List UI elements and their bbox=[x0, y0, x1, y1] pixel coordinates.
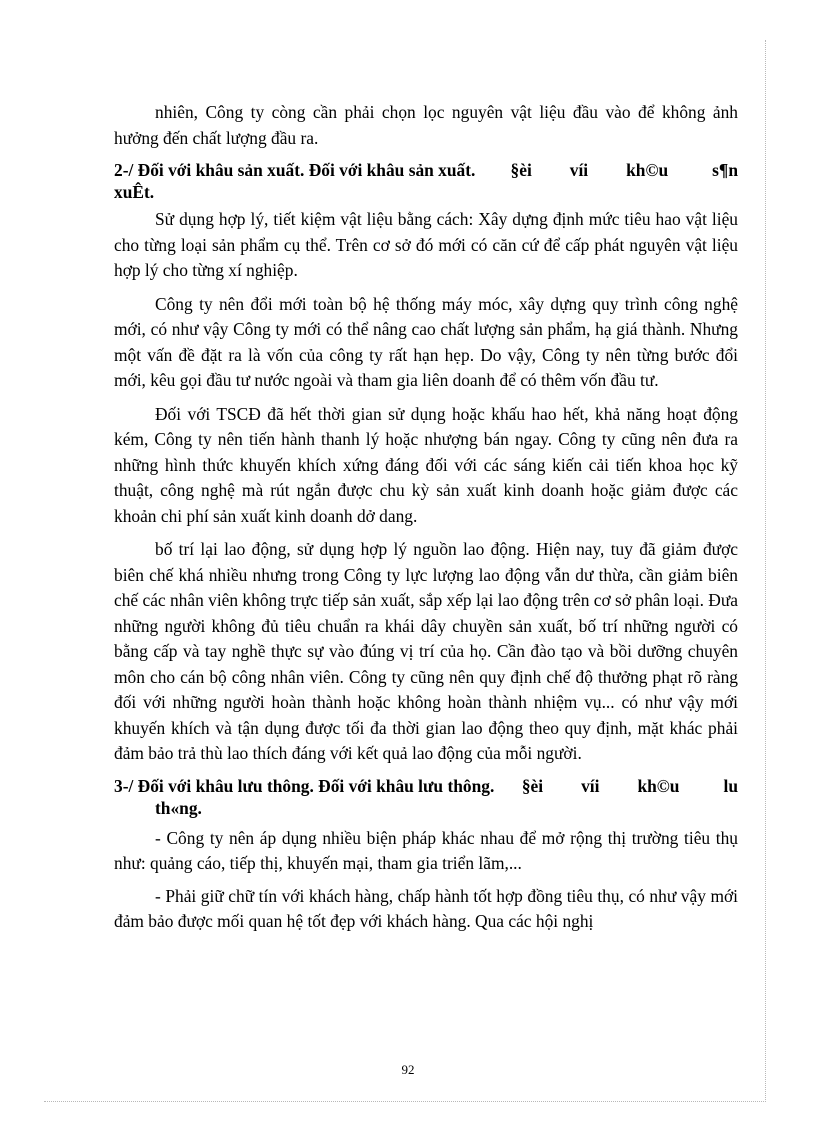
heading-2-garbled-word: kh©u bbox=[626, 160, 669, 180]
bullet-paragraph: - Phải giữ chữ tín với khách hàng, chấp hành tốt hợp đồng tiêu thụ, có như vậy mới đảm bảo được mối quan hệ tốt đẹp với khách hàng. Qua các hội nghị bbox=[114, 885, 738, 931]
paragraph-continuation: nhiên, Công ty còng cần phải chọn lọc nguyên vật liệu đầu vào để không ảnh hưởng đến chất lượng đầu ra. bbox=[114, 102, 738, 148]
heading-3-garbled-text bbox=[522, 775, 738, 797]
heading-2-continuation: xuÊt. bbox=[114, 182, 155, 202]
heading-3-garbled-word: kh©u bbox=[637, 775, 680, 796]
document-body bbox=[114, 100, 738, 935]
heading-2-garbled-word: s¶n bbox=[712, 160, 738, 180]
bullet-paragraph: - Công ty nên áp dụng nhiều biện pháp khác nhau để mở rộng thị trường tiêu thụ như: quảng cáo, tiếp thị, khuyến mại, tham gia triển lãm,... bbox=[114, 827, 738, 873]
heading-2-garbled-word: §èi bbox=[510, 160, 532, 180]
heading-3-garbled-word: víi bbox=[581, 775, 600, 796]
page-number: 92 bbox=[401, 1062, 415, 1077]
paragraph: Sử dụng hợp lý, tiết kiệm vật liệu bằng cách: Xây dựng định mức tiêu hao vật liệu cho từng loại sản phẩm cụ thể. Trên cơ sở đó mới có căn cứ để cấp phát nguyên vật liệu hợp lý cho từng xí nghiệp. bbox=[114, 209, 738, 280]
paragraph: bố trí lại lao động, sử dụng hợp lý nguồn lao động. Hiện nay, tuy đã giảm được biên chế khá nhiều nhưng trong Công ty lực lượng lao động vẫn dư thừa, cần giảm biên chế các nhân viên không trực tiếp sản xuất, sắp xếp lại lao động trên cơ sở phân loại. Đưa những người không đủ tiêu chuẩn ra khái dây chuyền sản xuất, bố trí những người có bằng cấp và tay nghề thực sự vào đúng vị trí của họ. Cần đào tạo và bồi dưỡng chuyên môn cho cán bộ công nhân viên. Công ty cũng nên quy định chế độ thưởng phạt rõ ràng đối với những người hoàn thành hoặc không hoàn thành nhiệm vụ... có như vậy mới khuyến khích và tận dụng được tối đa thời gian lao động theo quy định, mặt khác phải đảm bảo trả thù lao thích đáng với kết quả lao động của mỗi người. bbox=[114, 539, 738, 763]
heading-2-garbled-text bbox=[511, 159, 738, 181]
heading-3-continuation: th«ng. bbox=[155, 797, 202, 818]
paragraph: Đối với TSCĐ đã hết thời gian sử dụng hoặc khấu hao hết, khả năng hoạt động kém, Công ty nên tiến hành thanh lý hoặc nhượng bán ngay. Công ty cũng nên đưa ra những hình thức khuyến khích xứng đáng đối với các sáng kiến cải tiến khoa học kỹ thuật, công nghệ mà rút ngắn được chu kỳ sản xuất kinh doanh hoặc giảm được các khoản chi phí sản xuất kinh doanh dở dang. bbox=[114, 403, 738, 526]
heading-3-text: 3-/ Đối với khâu lưu thông. Đối với khâu lưu thông. bbox=[114, 775, 495, 796]
section-heading-2 bbox=[114, 159, 738, 203]
heading-3-garbled-word: lu bbox=[723, 775, 738, 796]
heading-2-garbled-word: víi bbox=[569, 160, 589, 180]
section-heading-3 bbox=[114, 775, 738, 819]
heading-2-text: 2-/ Đối với khâu sản xuất. Đối với khâu sản xuất. bbox=[114, 160, 476, 180]
paragraph: Công ty nên đổi mới toàn bộ hệ thống máy móc, xây dựng quy trình công nghệ mới, có như vậy Công ty mới có thể nâng cao chất lượng sản phẩm, hạ giá thành. Nhưng một vấn đề đặt ra là vốn của công ty rất hạn hẹp. Do vậy, Công ty nên từng bước đổi mới, kêu gọi đầu tư nước ngoài và tham gia liên doanh để có thêm vốn đầu tư. bbox=[114, 293, 738, 390]
heading-3-garbled-word: §èi bbox=[521, 775, 544, 796]
